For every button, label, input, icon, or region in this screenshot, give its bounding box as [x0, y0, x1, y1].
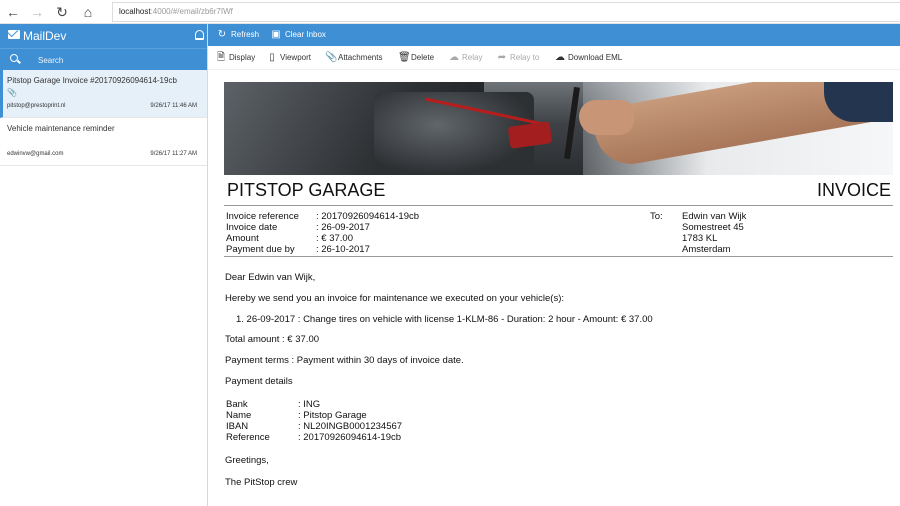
refresh-button[interactable] — [217, 29, 259, 41]
delete-label: Delete — [411, 53, 435, 62]
iban-label: IBAN — [226, 421, 249, 432]
search-bar — [0, 48, 207, 70]
share-icon: ➦ — [497, 52, 507, 63]
payment-details — [226, 399, 893, 443]
download-eml-button[interactable] — [555, 53, 622, 63]
envelope-icon — [8, 30, 20, 39]
relay-to-button[interactable] — [497, 53, 539, 63]
bank-value: : ING — [298, 399, 321, 410]
name-value: : Pitstop Garage — [298, 410, 367, 421]
email-content — [224, 82, 893, 506]
date-value: : 26-09-2017 — [316, 222, 370, 233]
url-path: :4000/#/email/zb6r7IWf — [150, 7, 233, 16]
invoice-header — [224, 175, 893, 206]
due-value: : 26-10-2017 — [316, 244, 370, 255]
paperclip-icon: 📎 — [7, 88, 17, 97]
home-icon[interactable]: ⌂ — [83, 4, 93, 20]
bell-icon[interactable] — [195, 30, 204, 40]
intro-text: Hereby we send you an invoice for maintenance we executed on your vehicle(s): — [225, 293, 565, 304]
to-label: To: — [650, 211, 663, 222]
due-label: Payment due by — [226, 244, 295, 255]
email-date: 9/26/17 11:27 AM — [150, 151, 197, 157]
closing-text: Greetings, — [225, 455, 269, 466]
email-subject: Pitstop Garage Invoice #20170926094614-19cb — [7, 76, 177, 85]
recipient-street: Somestreet 45 — [682, 222, 744, 233]
email-date: 9/26/17 11:46 AM — [150, 103, 197, 109]
attachments-button[interactable] — [325, 53, 382, 63]
recipient-postal: 1783 KL — [682, 233, 718, 244]
top-toolbar — [208, 24, 900, 46]
viewport-label: Viewport — [280, 53, 311, 62]
inbox-icon: ▣ — [271, 29, 281, 40]
refresh-icon: ↻ — [217, 29, 227, 40]
relay-to-label: Relay to — [510, 53, 540, 62]
search-icon — [10, 54, 18, 62]
bank-label: Bank — [226, 399, 248, 410]
display-button[interactable] — [216, 53, 255, 63]
browser-toolbar — [0, 0, 900, 24]
trash-icon: 🗑 — [398, 52, 411, 63]
relay-button[interactable] — [449, 53, 482, 63]
clear-inbox-label: Clear Inbox — [285, 30, 326, 39]
email-subject: Vehicle maintenance reminder — [7, 124, 115, 133]
total-amount: Total amount : € 37.00 — [225, 334, 320, 345]
document-icon: 🗎 — [216, 52, 226, 63]
recipient-address — [682, 211, 746, 255]
recipient-city: Amsterdam — [682, 244, 731, 255]
date-label: Invoice date — [226, 222, 278, 233]
phone-icon: ▯ — [269, 52, 275, 63]
sidebar — [0, 24, 208, 506]
payment-details-heading: Payment details — [225, 376, 293, 387]
email-sender: pitstop@prestoprint.nl — [7, 103, 66, 109]
email-action-toolbar — [208, 46, 900, 70]
ref-label: Reference — [226, 432, 270, 443]
email-list-item[interactable] — [0, 70, 207, 118]
viewport-button[interactable] — [267, 53, 311, 63]
brand-bar — [0, 24, 207, 48]
iban-value: : NL20INGB0001234567 — [298, 421, 403, 432]
delete-button[interactable] — [398, 53, 434, 63]
invoice-heading: INVOICE — [816, 180, 891, 200]
forward-arrow-icon[interactable]: → — [30, 4, 44, 20]
address-bar[interactable] — [112, 2, 900, 22]
company-name: PITSTOP GARAGE — [227, 180, 386, 200]
amount-value: : € 37.00 — [316, 233, 353, 244]
ref-value: : 20170926094614-19cb — [298, 432, 402, 443]
reference-label: Invoice reference — [226, 211, 299, 222]
relay-label: Relay — [462, 53, 483, 62]
reload-icon[interactable]: ↻ — [56, 4, 68, 20]
app-title: MailDev — [23, 29, 67, 43]
greeting-text: Dear Edwin van Wijk, — [225, 272, 316, 283]
signature-text: The PitStop crew — [225, 477, 298, 488]
payment-terms: Payment terms : Payment within 30 days of invoice date. — [225, 355, 464, 366]
download-eml-label: Download EML — [568, 53, 623, 62]
clear-inbox-button[interactable] — [271, 29, 326, 41]
refresh-label: Refresh — [231, 30, 260, 39]
name-label: Name — [226, 410, 252, 421]
hero-image-engine-repair — [224, 82, 893, 175]
email-list-item[interactable] — [0, 118, 207, 166]
line-item: 1. 26-09-2017 : Change tires on vehicle with license 1-KLM-86 - Duration: 2 hour - Amount: € 37.00 — [236, 314, 653, 325]
invoice-meta — [224, 206, 893, 257]
attachments-label: Attachments — [338, 53, 383, 62]
display-label: Display — [229, 53, 256, 62]
cloud-upload-icon: ☁ — [449, 52, 459, 63]
recipient-name: Edwin van Wijk — [682, 211, 747, 222]
amount-label: Amount — [226, 233, 259, 244]
cloud-download-icon: ☁ — [555, 52, 565, 63]
paperclip-icon: 📎 — [325, 52, 338, 63]
search-input[interactable] — [30, 52, 200, 68]
reference-value: : 20170926094614-19cb — [316, 211, 420, 222]
url-host: localhost — [119, 7, 151, 16]
back-arrow-icon[interactable]: ← — [6, 4, 20, 20]
email-sender: edwinvw@gmail.com — [7, 151, 64, 157]
